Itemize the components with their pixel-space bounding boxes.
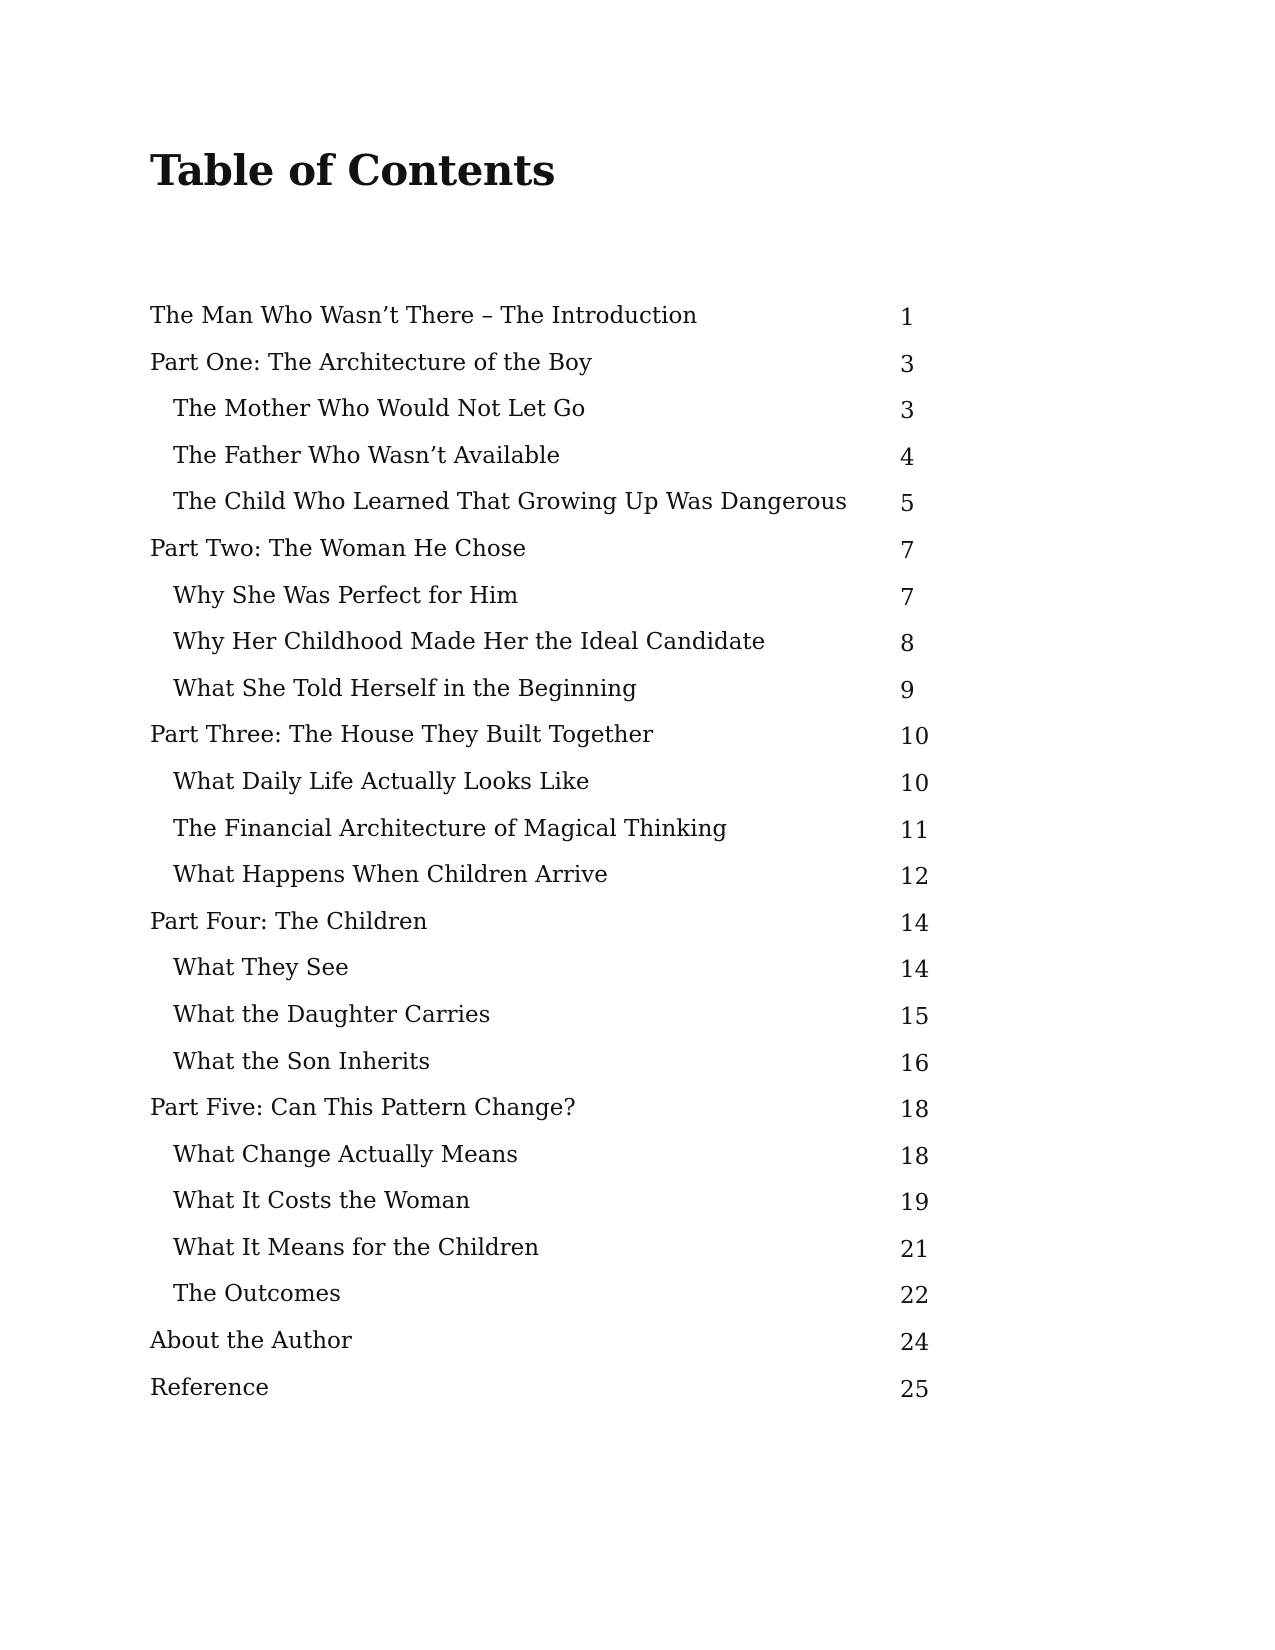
toc-entry[interactable]	[150, 712, 930, 759]
toc-subentry[interactable]	[150, 619, 930, 666]
toc-page-number: 1	[900, 305, 915, 331]
toc-entry-label: What She Told Herself in the Beginning	[173, 675, 637, 702]
toc-entry-label: Part Four: The Children	[150, 908, 428, 935]
toc-entry-label: What It Means for the Children	[173, 1234, 540, 1261]
toc-entry-label: Part Three: The House They Built Together	[150, 722, 654, 749]
toc-entry[interactable]	[150, 1318, 930, 1365]
toc-entry-label: Part Five: Can This Pattern Change?	[150, 1095, 576, 1122]
toc-entry-label: Why She Was Perfect for Him	[173, 582, 519, 609]
toc-subentry[interactable]	[150, 759, 930, 806]
toc-subentry[interactable]	[150, 666, 930, 713]
toc-entry-label: What Daily Life Actually Looks Like	[173, 768, 590, 795]
toc-entry-label: The Mother Who Would Not Let Go	[173, 396, 586, 423]
toc-subentry[interactable]	[150, 806, 930, 853]
toc-page-number: 22	[900, 1283, 930, 1310]
toc-page-number: 10	[900, 724, 930, 751]
toc-page-number: 18	[900, 1097, 930, 1124]
toc-entry-label: What It Costs the Woman	[173, 1188, 471, 1215]
toc-page-number: 25	[900, 1376, 930, 1403]
page-title: Table of Contents	[150, 146, 555, 195]
toc-page-number: 14	[900, 957, 930, 984]
toc-subentry[interactable]	[150, 1178, 930, 1225]
toc-entry-label: The Outcomes	[173, 1281, 341, 1308]
toc-entry[interactable]	[150, 899, 930, 946]
toc-page-number: 3	[900, 398, 915, 425]
toc-entry[interactable]	[150, 340, 930, 387]
toc-subentry[interactable]	[150, 479, 930, 526]
toc-page-number: 7	[900, 537, 915, 564]
toc-entry-label: Part One: The Architecture of the Boy	[150, 349, 592, 376]
toc-page-number: 12	[900, 864, 930, 891]
toc-entry-label: What They See	[173, 955, 349, 982]
toc-entry-label: Part Two: The Woman He Chose	[150, 535, 527, 562]
toc-entry[interactable]	[150, 1365, 930, 1412]
toc-page-number: 15	[900, 1003, 930, 1030]
toc-subentry[interactable]	[150, 945, 930, 992]
toc-page-number: 4	[900, 444, 915, 471]
toc-subentry[interactable]	[150, 1271, 930, 1318]
toc-entry-label: About the Author	[150, 1328, 352, 1355]
toc-entry-label: The Financial Architecture of Magical Thinking	[173, 815, 728, 842]
toc-subentry[interactable]	[150, 852, 930, 899]
toc-page-number: 24	[900, 1330, 930, 1357]
toc-subentry[interactable]	[150, 573, 930, 620]
toc-entry-label: The Child Who Learned That Growing Up Was Dangerous	[173, 489, 848, 516]
toc-page-number: 9	[900, 677, 915, 704]
toc-entry-label: What the Daughter Carries	[173, 1001, 491, 1028]
toc-entry[interactable]	[150, 293, 930, 340]
toc-page-number: 3	[900, 351, 915, 378]
toc-list	[150, 293, 930, 1411]
toc-entry-label: What the Son Inherits	[173, 1048, 431, 1075]
toc-entry-label: The Father Who Wasn’t Available	[173, 442, 561, 469]
toc-page-number: 7	[900, 584, 915, 611]
toc-entry[interactable]	[150, 1085, 930, 1132]
toc-page-number: 16	[900, 1050, 930, 1077]
toc-entry[interactable]	[150, 526, 930, 573]
toc-page-number: 8	[900, 631, 915, 658]
toc-entry-label: What Change Actually Means	[173, 1141, 519, 1168]
toc-page-number: 19	[900, 1190, 930, 1217]
toc-subentry[interactable]	[150, 1225, 930, 1272]
toc-subentry[interactable]	[150, 433, 930, 480]
toc-page-number: 14	[900, 910, 930, 937]
toc-page-number: 10	[900, 770, 930, 797]
toc-subentry[interactable]	[150, 1132, 930, 1179]
toc-entry-label: Reference	[150, 1374, 269, 1401]
toc-page-number: 21	[900, 1236, 930, 1263]
toc-entry-label: Why Her Childhood Made Her the Ideal Candidate	[173, 629, 766, 656]
toc-subentry[interactable]	[150, 992, 930, 1039]
toc-page-number: 5	[900, 491, 915, 518]
toc-entry-label: What Happens When Children Arrive	[173, 862, 608, 889]
toc-page-number: 18	[900, 1143, 930, 1170]
toc-page-number: 11	[900, 817, 930, 844]
toc-entry-label: The Man Who Wasn’t There – The Introduction	[150, 303, 698, 329]
toc-subentry[interactable]	[150, 1039, 930, 1086]
toc-subentry[interactable]	[150, 386, 930, 433]
